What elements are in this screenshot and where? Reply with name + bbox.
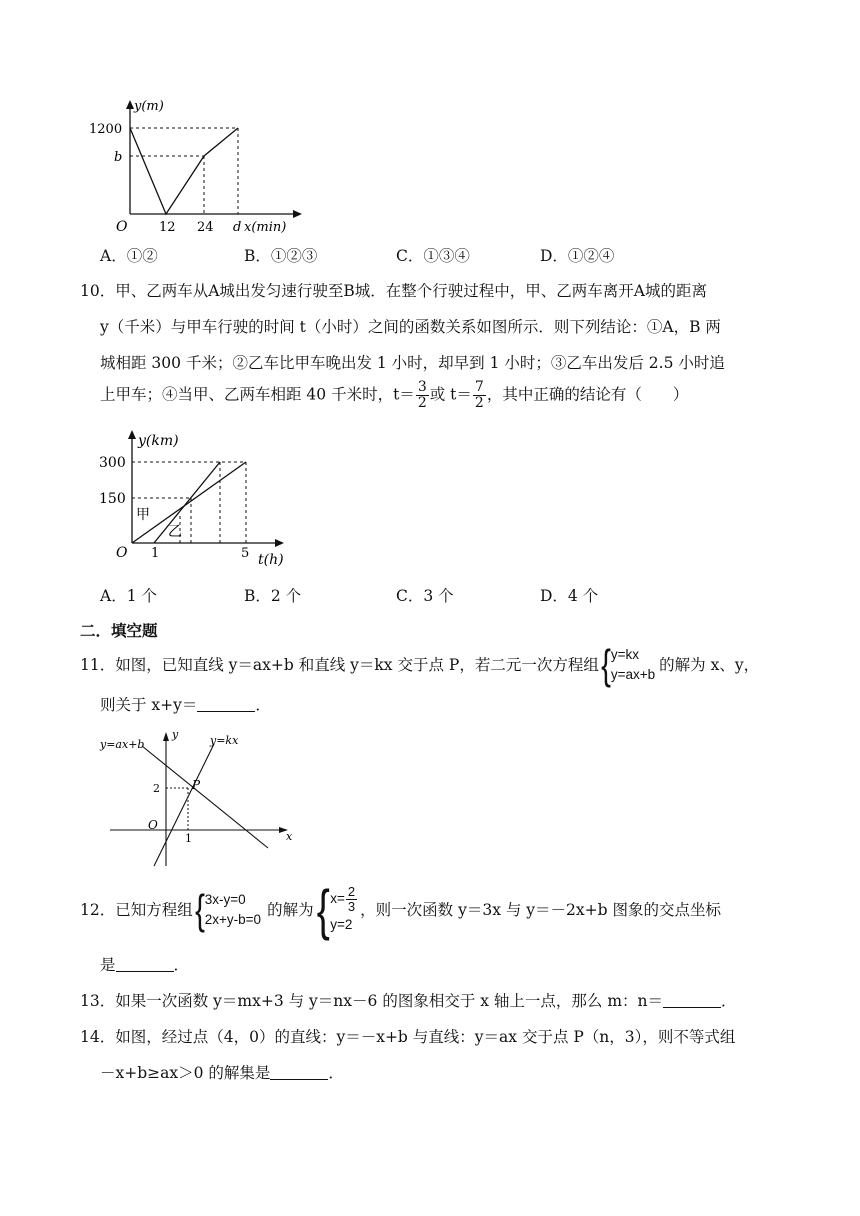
q10-x-arrow [275, 539, 284, 547]
q12-line-2 [100, 955, 189, 975]
q11-equation-system [599, 641, 656, 688]
q12-sol-x-den: 3 [347, 898, 356, 914]
q9-option-d[interactable]: D．①②④ [540, 247, 615, 265]
q11-line-1b: 的解为 x、y， [659, 656, 760, 674]
q10-line-3: 城相距 300 千米；②乙车比甲车晚出发 1 小时，却早到 1 小时；③乙车出发后 2.5 小时追 [100, 354, 725, 372]
q12-solution-system [314, 878, 359, 941]
q11-line-2 [100, 695, 271, 715]
q12-answer-blank[interactable] [116, 956, 174, 972]
q12-line-1a: 12．已知方程组 [80, 901, 193, 919]
q12-line-1c: ，则一次函数 y＝3x 与 y＝－2x+b 图象的交点坐标 [360, 901, 721, 919]
q9-option-a[interactable]: A．①② [100, 247, 158, 265]
q10-y-arrow [128, 430, 136, 439]
q10-x-tick-5: 5 [241, 546, 250, 561]
q9-y-tick-b: b [114, 150, 123, 165]
q10-line-4c: ，其中正确的结论有（ ） [486, 385, 689, 404]
q14-line-1: 14．如图，经过点（4，0）的直线：y＝－x+b 与直线：y＝ax 交于点 P（n，3），则不等式组 [80, 1028, 736, 1046]
q12-line-2a: 是 [100, 956, 116, 974]
q12-sol-y: y=2 [330, 916, 353, 932]
q10-frac1-num: 3 [417, 379, 427, 395]
q9-x-tick-12: 12 [159, 220, 176, 235]
q10-label-jia: 甲 [136, 507, 150, 523]
q10-option-d[interactable]: D．4 个 [540, 587, 599, 605]
q9-y-arrow [126, 100, 134, 109]
q10-fraction-1 [416, 380, 429, 411]
q10-line-yi [154, 462, 220, 543]
q14-answer-blank[interactable] [270, 1064, 328, 1080]
q11-line-2a: 则关于 x+y＝ [100, 696, 198, 714]
q11-y-label: y [172, 728, 179, 741]
q10-line-1: 10．甲、乙两车从A城出发匀速行驶至B城．在整个行驶过程中，甲、乙两车离开A城的距离 [80, 282, 708, 300]
q14-line-2b: ． [328, 1064, 344, 1082]
q12-sol-x-prefix: x= [330, 890, 345, 906]
q9-graph [86, 96, 306, 238]
q10-fraction-2 [473, 380, 486, 411]
q12-eq-1: 3x-y=0 [204, 892, 246, 907]
q14-line-2 [100, 1063, 344, 1083]
q12-equation-system [193, 886, 262, 933]
q9-option-b[interactable]: B．①②③ [244, 247, 318, 265]
q12-line-1 [80, 878, 721, 941]
q12-sol-x-frac [346, 885, 357, 914]
q11-x-tick-1: 1 [185, 832, 192, 845]
q12-sol-x [330, 885, 358, 914]
q11-eq-1: y=kx [610, 647, 639, 662]
q11-point-p: P [192, 778, 201, 792]
q12-line-2b: ． [173, 956, 190, 974]
q10-y-label: y(km) [138, 433, 179, 449]
q10-option-a[interactable]: A．1 个 [100, 587, 157, 605]
q12-sol-x-num: 2 [347, 883, 356, 899]
q11-y-tick-2: 2 [153, 782, 160, 795]
q12-brace-2: { [316, 878, 330, 941]
q9-x-label: x(min) [244, 220, 287, 235]
q13-line [80, 991, 737, 1011]
q10-y-tick-150: 150 [99, 491, 126, 507]
q11-line-2b: ． [255, 696, 271, 714]
q9-y-label: y(m) [134, 99, 164, 114]
q10-option-c[interactable]: C．3 个 [396, 587, 454, 605]
q12-eq-2: 2x+y-b=0 [204, 912, 262, 927]
q10-label-yi: 乙 [168, 524, 182, 540]
q11-line-1a: 11．如图，已知直线 y＝ax+b 和直线 y＝kx 交于点 P，若二元一次方程组 [80, 656, 599, 674]
q11-x-label: x [286, 830, 293, 843]
q10-frac2-num: 7 [474, 379, 484, 395]
q10-line-4 [100, 380, 688, 411]
q13-line-b: ． [721, 992, 737, 1010]
q10-y-tick-300: 300 [99, 455, 126, 471]
q9-option-c[interactable]: C．①③④ [396, 247, 470, 265]
q9-x-tick-24: 24 [197, 220, 214, 235]
q11-brace: { [600, 641, 611, 688]
q14-line-2a: －x+b≥ax＞0 的解集是 [100, 1064, 271, 1082]
q11-origin: O [148, 818, 158, 832]
q10-line-jia [132, 462, 246, 543]
q10-option-b[interactable]: B．2 个 [244, 587, 302, 605]
section-title-fill-in: 二．填空题 [80, 621, 158, 640]
q11-y-arrow [163, 732, 169, 741]
q12-line-1b: 的解为 [267, 901, 314, 919]
q11-eq-2: y=ax+b [610, 667, 656, 682]
q10-line-4a: 上甲车；④当甲、乙两车相距 40 千米时，t＝ [100, 385, 415, 404]
q10-origin: O [116, 545, 128, 561]
q11-graph [98, 726, 298, 872]
q13-line-a: 13．如果一次函数 y＝mx+3 与 y＝nx－6 的图象相交于 x 轴上一点，那么 m：n＝ [80, 992, 664, 1010]
q9-x-tick-d: d [233, 220, 242, 235]
q11-label-ab: y=ax+b [100, 738, 145, 751]
q10-graph [96, 424, 296, 570]
q10-line-2: y（千米）与甲车行驶的时间 t（小时）之间的函数关系如图所示．则下列结论：①A，B 两 [100, 318, 721, 336]
q11-line-1 [80, 642, 759, 688]
q10-line-4b: 或 t＝ [429, 385, 472, 404]
q11-label-kx: y=kx [210, 734, 239, 747]
q12-brace-1: { [194, 886, 205, 933]
q10-x-label: t(h) [258, 552, 284, 568]
q10-frac2-den: 2 [474, 395, 484, 411]
q10-x-tick-1: 1 [151, 546, 160, 561]
q9-x-arrow [293, 210, 302, 218]
q9-origin: O [116, 219, 128, 235]
q9-graph-line [130, 128, 238, 214]
q10-frac1-den: 2 [417, 395, 427, 411]
q9-y-tick-1200: 1200 [89, 122, 123, 137]
q11-answer-blank[interactable] [197, 696, 255, 712]
q13-answer-blank[interactable] [663, 992, 721, 1008]
